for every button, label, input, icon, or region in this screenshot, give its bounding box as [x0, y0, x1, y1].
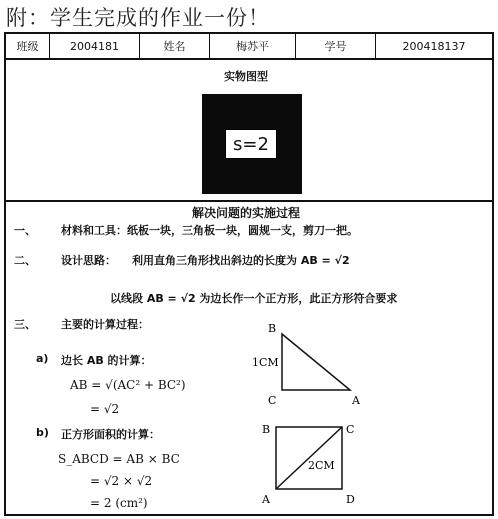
item2-num: 二、 — [14, 254, 36, 267]
item2-label: 设计思路： — [61, 254, 116, 267]
part-a-text: 边长 AB 的计算： — [61, 354, 152, 367]
name-value: 梅苏平 — [210, 34, 296, 58]
item2-cont: 以线段 AB = √2 为边长作一个正方形，此正方形符合要求 — [110, 292, 398, 305]
square-diagonal — [276, 427, 342, 489]
heading: 附：学生完成的作业一份！ — [6, 6, 270, 30]
triangle-label-c: C — [268, 394, 277, 407]
item3-text: 主要的计算过程： — [61, 318, 149, 331]
item3-num: 三、 — [14, 318, 36, 331]
triangle-side-label: 1CM — [252, 356, 279, 369]
section-divider — [6, 200, 492, 202]
square-label-d: D — [346, 493, 355, 506]
info-row — [6, 34, 492, 60]
triangle-label-a: A — [352, 394, 360, 407]
item2-text: 利用直角三角形找出斜边的长度为 AB = √2 — [132, 254, 350, 267]
square-label-a: A — [262, 493, 270, 506]
square-side-label: 2CM — [308, 459, 335, 472]
item1-num: 一、 — [14, 224, 36, 237]
triangle-label-b: B — [268, 322, 277, 335]
item1-text: 材料和工具：纸板一块，三角板一块，圆规一支，剪刀一把。 — [61, 224, 358, 237]
square-diagram — [256, 417, 366, 507]
part-a-eq1: AB = √(AC² + BC²) — [70, 378, 186, 392]
part-b-eq3: = 2 (cm²) — [90, 496, 148, 510]
part-a-label: a) — [36, 352, 49, 365]
id-label: 学号 — [296, 34, 376, 58]
part-b-text: 正方形面积的计算： — [61, 428, 160, 441]
class-value: 2004181 — [50, 34, 140, 58]
model-title: 实物图型 — [224, 70, 268, 83]
model-label: s=2 — [225, 129, 277, 159]
part-b-eq1: S_ABCD = AB × BC — [58, 452, 180, 466]
square-label-b: B — [262, 423, 271, 436]
process-title: 解决问题的实施过程 — [192, 206, 301, 220]
part-b-label: b) — [36, 426, 49, 439]
name-label: 姓名 — [140, 34, 210, 58]
square-label-c: C — [346, 423, 355, 436]
id-value: 200418137 — [402, 39, 466, 53]
part-b-eq2: = √2 × √2 — [90, 474, 153, 488]
triangle-shape — [282, 334, 350, 390]
worksheet — [4, 32, 494, 516]
part-a-eq2: = √2 — [90, 402, 120, 416]
triangle-diagram — [246, 322, 366, 412]
class-label: 班级 — [6, 34, 50, 58]
